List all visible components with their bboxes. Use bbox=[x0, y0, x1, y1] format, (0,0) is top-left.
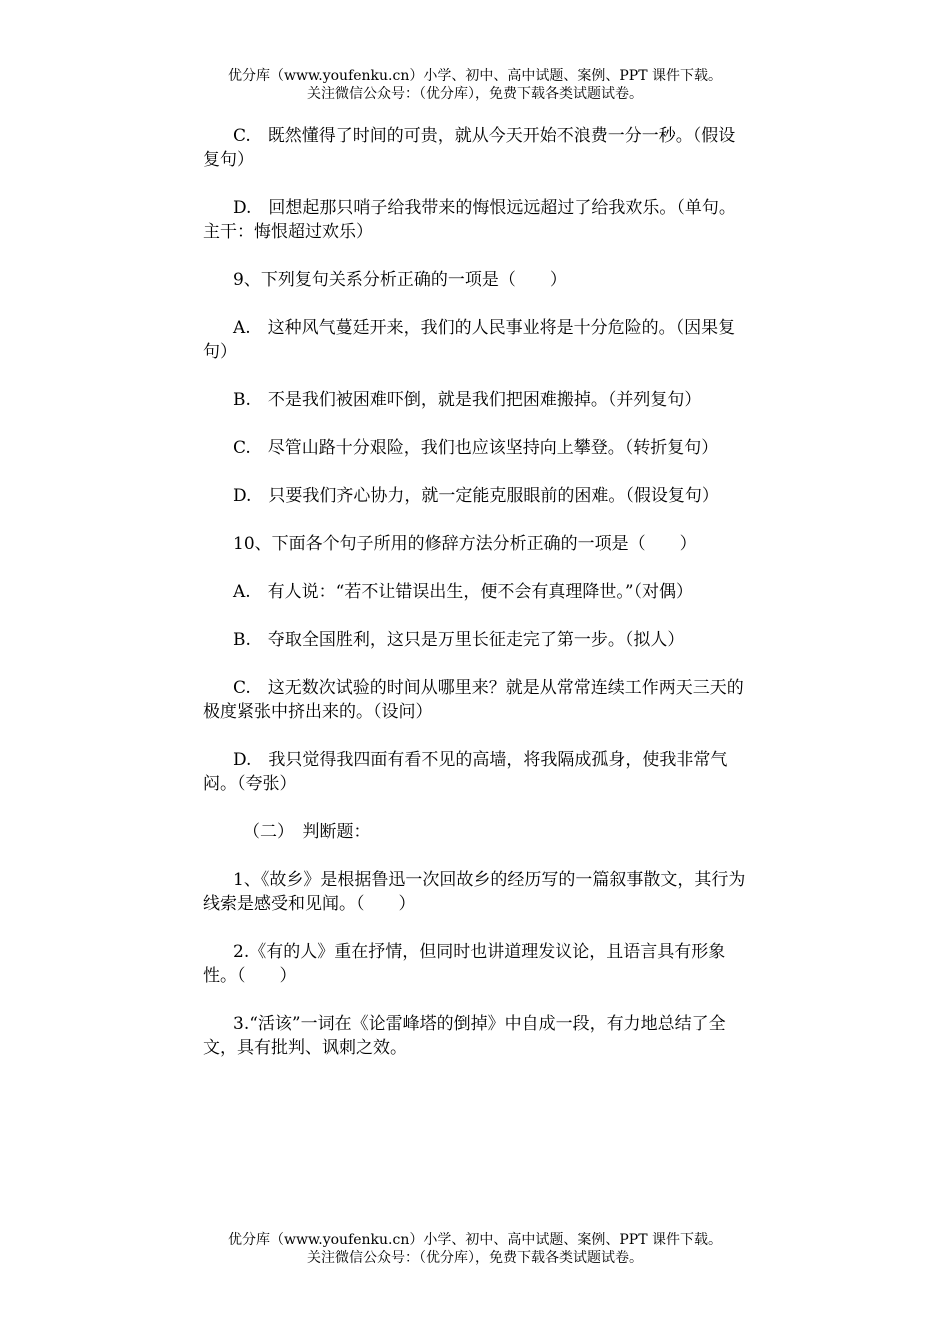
option-d-q8: D. 回想起那只哨子给我带来的悔恨远远超过了给我欢乐。（单句。主干：悔恨超过欢乐） bbox=[203, 198, 736, 242]
option-a-q9: A. 这种风气蔓廷开来，我们的人民事业将是十分危险的。（因果复句） bbox=[203, 318, 736, 362]
option-c-q10: C. 这无数次试验的时间从哪里来？就是从常常连续工作两天三天的极度紧张中挤出来的。（设问） bbox=[203, 678, 744, 722]
option-a-q10: A. 有人说：“若不让错误出生，便不会有真理降世。”（对偶） bbox=[233, 582, 694, 602]
footer-line-2: 关注微信公众号：（优分库），免费下载各类试题试卷。 bbox=[307, 1250, 643, 1266]
footer-line-1: 优分库（www.youfenku.cn）小学、初中、高中试题、案例、PPT 课件下载。 bbox=[227, 1232, 722, 1248]
option-d-q9: D. 只要我们齐心协力，就一定能克服眼前的困难。（假设复句） bbox=[233, 486, 719, 506]
page-header bbox=[0, 67, 950, 103]
option-c-q8: C. 既然懂得了时间的可贵，就从今天开始不浪费一分一秒。（假设复句） bbox=[203, 126, 736, 170]
option-b-q10: B. 夺取全国胜利，这只是万里长征走完了第一步。（拟人） bbox=[233, 630, 685, 650]
judgment-item-2: 2.《有的人》重在抒情，但同时也讲道理发议论，且语言具有形象性。（ ） bbox=[203, 942, 726, 986]
page-footer bbox=[0, 1231, 950, 1267]
option-c-q9: C. 尽管山路十分艰险，我们也应该坚持向上攀登。（转折复句） bbox=[233, 438, 719, 458]
section-heading-judgment: （二） 判断题： bbox=[243, 822, 371, 842]
page-content bbox=[203, 124, 748, 1084]
question-10: 10、下面各个句子所用的修辞方法分析正确的一项是（ ） bbox=[233, 534, 697, 554]
header-line-2: 关注微信公众号：（优分库），免费下载各类试题试卷。 bbox=[307, 86, 643, 102]
option-b-q9: B. 不是我们被困难吓倒，就是我们把困难搬掉。（并列复句） bbox=[233, 390, 702, 410]
question-9: 9、下列复句关系分析正确的一项是（ ） bbox=[233, 270, 567, 290]
judgment-item-1: 1、《故乡》是根据鲁迅一次回故乡的经历写的一篇叙事散文，其行为线索是感受和见闻。（ ） bbox=[203, 870, 746, 914]
judgment-item-3: 3.“活该”一词在《论雷峰塔的倒掉》中自成一段，有力地总结了全文，具有批判、讽刺之效。 bbox=[203, 1014, 726, 1058]
header-line-1: 优分库（www.youfenku.cn）小学、初中、高中试题、案例、PPT 课件下载。 bbox=[227, 68, 722, 84]
option-d-q10: D. 我只觉得我四面有看不见的高墙，将我隔成孤身，使我非常气闷。（夸张） bbox=[203, 750, 728, 794]
